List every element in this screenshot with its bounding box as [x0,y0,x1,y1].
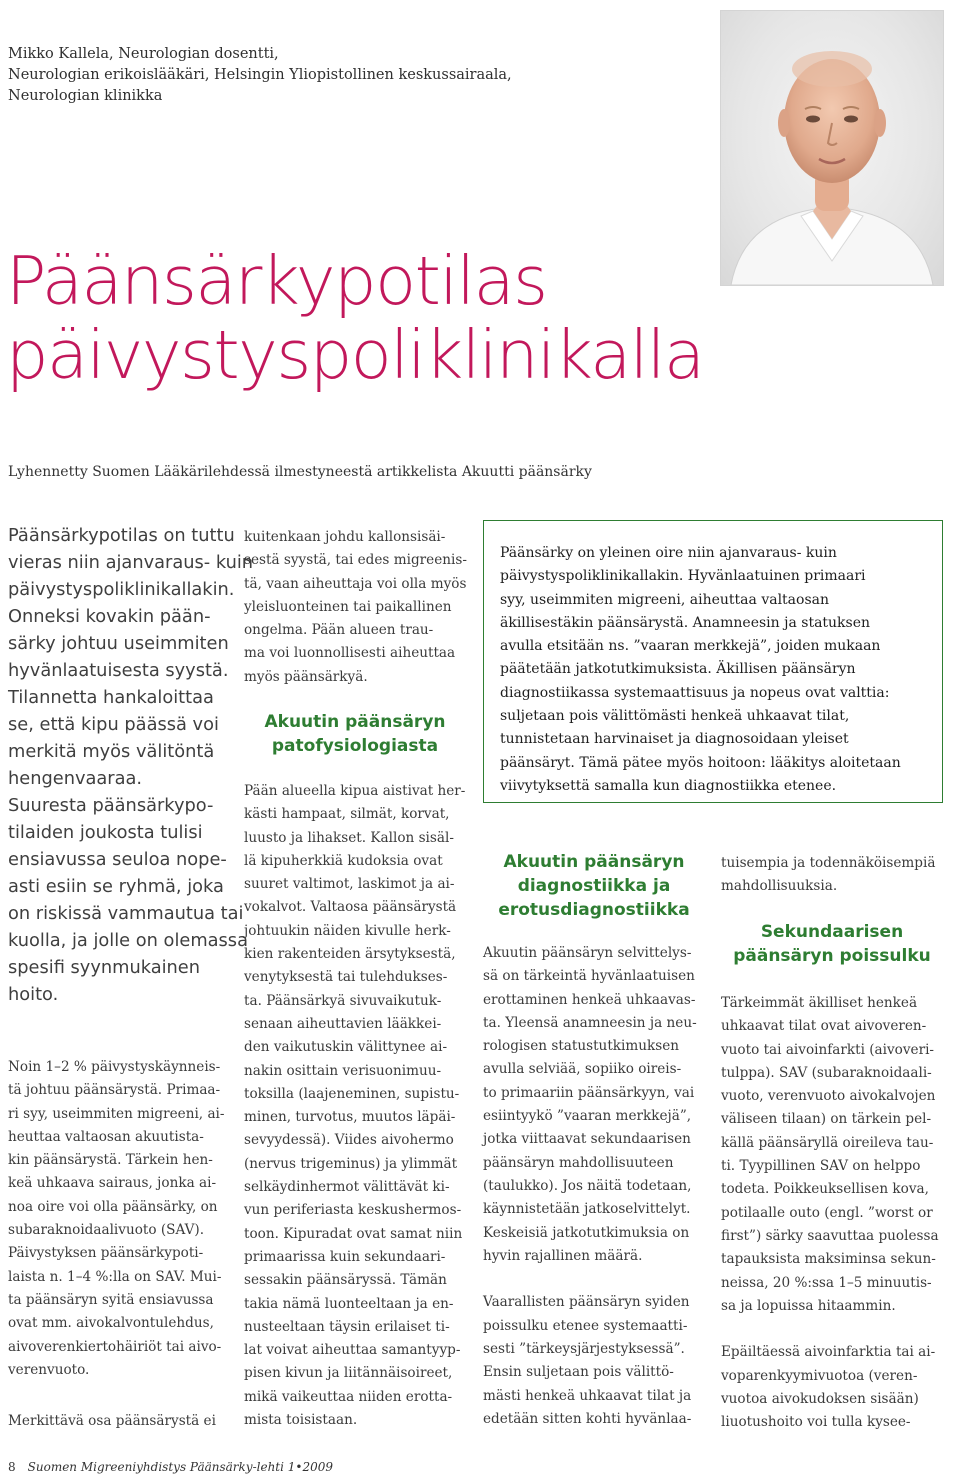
text-line: (nervus trigeminus) ja ylimmät [244,1155,458,1172]
text-line: suuret valtimot, laskimot ja ai- [244,876,455,893]
text-line: kin päänsärystä. Tärkein hen- [8,1152,213,1169]
section-heading-diagnostics [483,850,705,922]
text-line: äkillisestäkin päänsärystä. Anamneesin ja statuksen [500,614,871,631]
text-line: Noin 1–2 % päivystyskäynneis- [8,1059,221,1075]
text-line: keä uhkaava sairaus, jonka ai- [8,1175,217,1192]
text-line: tuisempia ja todennäköisempiä [721,855,936,871]
lead-line: hengenvaaraa. [8,768,143,789]
column-4-body [721,992,941,1435]
text-line: väliseen tilaan) on tärkein pel- [721,1111,932,1128]
column-4-text [721,852,941,899]
text-line: ri syy, useimmiten migreeni, ai- [8,1105,225,1122]
text-line: uhkaavat tilat ovat aivoveren- [721,1018,927,1035]
heading-line: Sekundaarisen [760,922,904,942]
lead-line: merkitä myös välitöntä [8,741,215,762]
text-line: ongelma. Pään alueen trau- [244,622,434,639]
text-line: lat voivat aiheuttaa samantyyp- [244,1342,461,1359]
text-line: vuoto tai aivoinfarkti (aivoveri- [721,1041,935,1058]
text-line: erottaminen henkeä uhkaavas- [483,991,696,1008]
text-line: primaarissa kuin sekundaari- [244,1248,446,1265]
text-line: aivoverenkiertohäiriöt tai aivo- [8,1338,222,1355]
author-line: Neurologian erikoislääkäri, Helsingin Yliopistollinen keskussairaala, [8,67,512,83]
text-line: potilaalle outo (engl. ”worst or [721,1204,933,1221]
text-line: källä päänsäryllä oireileva tau- [721,1134,934,1151]
lead-line: Päänsärkypotilas on tuttu [8,525,235,546]
text-line: päätetään jatkotutkimuksista. Äkillisen päänsäryn [500,661,856,678]
heading-line: Akuutin päänsäryn [503,852,685,872]
text-line: ta päänsäryn syitä ensiavussa [8,1291,214,1308]
text-line: edetään sitten kohti hyvänlaa- [483,1410,692,1427]
text-line: den vaikutuskin välittynee ai- [244,1039,448,1056]
text-line: tä, vaan aiheuttaja voi olla myös [244,575,467,592]
lead-line: hyvänlaatuisesta syystä. [8,660,229,681]
heading-line: diagnostiikka ja [517,876,671,896]
text-line: sä on tärkeintä hyvänlaatuisen [483,968,695,985]
title-line-1: Päänsärkypotilas [6,242,547,320]
lead-paragraph [8,522,254,1008]
text-line: poissulku etenee systemaatti- [483,1317,688,1334]
text-line: Tärkeimmät äkilliset henkeä [721,995,918,1011]
text-line: avulla etsitään ns. ”vaaran merkkejä”, joiden mukaan [500,638,881,655]
text-line: sestä syystä, tai edes migreenis- [244,552,467,569]
text-line: kästi hampaat, silmät, korvat, [244,806,450,823]
text-line: lä kipuherkkiä kudoksia ovat [244,852,443,869]
text-line: tapauksista maksiminsa sekun- [721,1251,936,1268]
text-line: mästi henkeä uhkaavat tilat ja [483,1387,692,1404]
text-line: nakin osittain verisuonimuu- [244,1062,442,1079]
text-line: ta. Päänsärkyä sivuvaikutuk- [244,992,442,1009]
lead-line: tilaiden joukosta tulisi [8,822,203,843]
text-line: mahdollisuuksia. [721,878,838,895]
text-line [721,1318,941,1341]
text-line: vokalvot. Valtaosa päänsärystä [244,899,457,916]
section-heading-pathophysiology [244,710,466,758]
page-footer [8,1460,333,1474]
text-line: mista toisistaan. [244,1412,358,1429]
text-line: sa ja lopuissa hitaammin. [721,1297,896,1314]
text-line: liuotushoito voi tulla kysee- [721,1414,911,1431]
text-line: heuttaa valtaosan akuutista- [8,1128,204,1145]
text-line: ma voi luonnollisesti aiheuttaa [244,645,456,662]
text-line: käynnistetään jatkoselvittelyt. [483,1201,691,1218]
lead-line: hoito. [8,984,59,1005]
heading-line: päänsäryn poissulku [733,946,931,966]
text-line: selkäydinhermot välittävät ki- [244,1179,450,1196]
text-line: ta. Yleensä anamneesin ja neu- [483,1014,697,1031]
text-line: Epäiltäessä aivoinfarktia tai ai- [721,1344,936,1361]
text-line: venytyksestä tai tulehdukses- [244,969,448,986]
text-line: Päänsärky on yleinen oire niin ajanvaraus- kuin [500,545,837,561]
section-heading-secondary-exclusion [721,920,943,968]
text-line: ti. Tyypillinen SAV on helppo [721,1158,921,1175]
text-line: subaraknoidaalivuoto (SAV). [8,1222,205,1239]
text-line: Akuutin päänsäryn selvittelys- [483,945,692,961]
text-line: laista n. 1–4 %:lla on SAV. Mui- [8,1268,222,1285]
text-line: rologisen statustutkimuksen [483,1038,680,1055]
text-line: tulppa). SAV (subaraknoidaali- [721,1064,932,1081]
lead-line: kuolla, ja jolle on olemassa [8,930,248,951]
lead-line: spesifi syynmukainen [8,957,201,978]
summary-box-text [500,542,940,798]
text-line: noa oire voi olla päänsärky, on [8,1198,218,1215]
text-line: avulla selviää, sopiiko oireis- [483,1061,682,1078]
text-line: verenvuoto. [8,1361,90,1378]
column-2-text [244,526,467,689]
text-line: nusteeltaan täysin erilaiset ti- [244,1318,450,1335]
text-line: päivystyspoliklinikallakin. Hyvänlaatuinen primaari [500,568,866,585]
text-line: toon. Kipuradat ovat samat niin [244,1225,463,1242]
heading-line: patofysiologiasta [271,736,439,756]
text-line: mikä vaikeuttaa niiden erotta- [244,1388,453,1405]
lead-line: Suuresta päänsärkypo- [8,795,214,816]
text-line: sevyydessä). Viides aivohermo [244,1132,454,1149]
author-line: Neurologian klinikka [8,88,163,104]
text-line: luusto ja lihakset. Kallon sisäl- [244,829,454,846]
text-line: kien rakenteiden ärsytyksestä, [244,946,456,963]
text-line: todeta. Poikkeuksellisen kova, [721,1181,929,1198]
text-line: Päivystyksen päänsärkypoti- [8,1245,204,1262]
text-line: vuoto, verenvuoto aivokalvojen [721,1088,936,1105]
text-line: johtuukin näiden kivulle herk- [244,922,451,939]
text-line: takia nämä luonteeltaan ja en- [244,1295,454,1312]
column-3-text [483,942,703,1431]
text-line: hyvin rajallinen määrä. [483,1247,643,1264]
author-byline [8,44,568,107]
author-line: Mikko Kallela, Neurologian dosentti, [8,46,279,62]
text-line: suljetaan pois välittömästi henkeä uhkaavat tilat, [500,708,850,725]
text-line: vuotoa aivokudoksen sisään) [721,1391,919,1408]
lead-line: särky johtuu useimmiten [8,633,229,654]
text-line: Pään alueella kipua aistivat her- [244,783,466,799]
text-line: (taulukko). Jos näitä todetaan, [483,1177,692,1194]
text-line: voparenkyymivuotoa (veren- [721,1367,918,1384]
heading-line: Akuutin päänsäryn [264,712,446,732]
text-line: viivytyksettä samalla kun diagnostiikka etenee. [500,777,837,794]
title-line-2: päivystyspoliklinikalla [6,316,704,394]
text-line: tä johtuu päänsärystä. Primaa- [8,1082,221,1099]
text-line: esiintyykö ”vaaran merkkejä”, [483,1108,692,1125]
text-line [483,1268,703,1291]
article-subtitle: Lyhennetty Suomen Lääkärilehdessä ilmestyneestä artikkelista Akuutti päänsärky [8,464,592,480]
text-line: päänsäryt. Tämä pätee myös hoitoon: lääkitys aloitetaan [500,754,901,771]
lead-line: on riskissä vammautua tai [8,903,244,924]
heading-line: erotusdiagnostiikka [498,900,690,920]
text-line: toksilla (laajeneminen, supistu- [244,1085,460,1102]
text-line: pisen kivun ja liitännäisoireet, [244,1365,453,1382]
column-1-text-continued [8,1410,228,1433]
text-line: Merkittävä osa päänsärystä ei [8,1413,216,1429]
column-2-body [244,780,464,1432]
text-line: päänsäryn mahdollisuuteen [483,1154,674,1171]
lead-line: asti esiin se ryhmä, joka [8,876,224,897]
article-title [6,244,766,392]
publication-name: Suomen Migreeniyhdistys Päänsärky-lehti 1•2009 [27,1460,334,1474]
text-line: to primaariin päänsärkyyn, vai [483,1084,695,1101]
page-number: 8 [8,1460,16,1474]
text-line: sessakin päänsäryssä. Tämän [244,1272,447,1289]
lead-line: päivystyspoliklinikallakin. [8,579,235,600]
text-line: sesti ”tärkeysjärjestyksessä”. [483,1341,685,1358]
text-line: Keskeisiä jatkotutkimuksia on [483,1224,690,1241]
text-line: Vaarallisten päänsäryn syiden [483,1294,690,1311]
text-line: vun periferiasta keskushermos- [244,1202,462,1219]
text-line: first”) särky saavuttaa puolessa [721,1227,939,1244]
text-line: kuitenkaan johdu kallonsisäi- [244,529,446,545]
text-line: jotka viittaavat sekundaarisen [483,1131,691,1148]
lead-line: vieras niin ajanvaraus- kuin [8,552,254,573]
text-line: ovat mm. aivokalvontulehdus, [8,1315,214,1332]
lead-line: Tilannetta hankaloittaa [8,687,214,708]
column-1-text [8,1056,228,1382]
lead-line: se, että kipu päässä voi [8,714,219,735]
text-line: syy, useimmiten migreeni, aiheuttaa valtaosan [500,591,830,608]
text-line: yleisluonteinen tai paikallinen [244,598,452,615]
text-line: neissa, 20 %:ssa 1–5 minuutis- [721,1274,932,1291]
text-line: Ensin suljetaan pois välittö- [483,1364,674,1381]
lead-line: Onneksi kovakin pään- [8,606,211,627]
text-line: senaan aiheuttavien lääkkei- [244,1015,442,1032]
text-line: diagnostiikassa systemaattisuus ja nopeus ovat valttia: [500,684,890,701]
text-line: minen, turvotus, muutos läpäi- [244,1109,456,1126]
lead-line: ensiavussa seuloa nope- [8,849,227,870]
text-line: myös päänsärkyä. [244,668,368,685]
text-line: tunnistetaan harvinaiset ja diagnosoidaan yleiset [500,731,849,748]
